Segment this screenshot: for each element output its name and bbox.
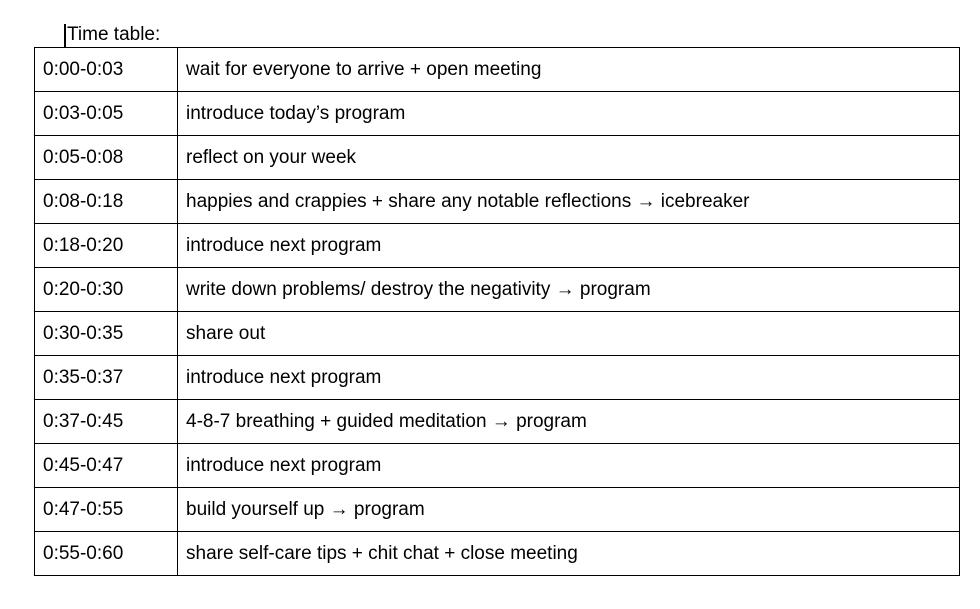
time-cell[interactable]: 0:18-0:20 — [35, 224, 178, 268]
time-table-body — [35, 48, 960, 576]
document-title[interactable] — [64, 23, 160, 47]
document-title-text[interactable]: Time table: — [67, 24, 161, 45]
text-cursor — [64, 24, 66, 47]
table-row — [35, 488, 960, 532]
table-row — [35, 532, 960, 576]
table-row — [35, 312, 960, 356]
time-cell[interactable]: 0:45-0:47 — [35, 444, 178, 488]
time-cell[interactable]: 0:03-0:05 — [35, 92, 178, 136]
time-table — [34, 47, 960, 576]
activity-cell[interactable]: share out — [178, 312, 960, 356]
time-cell[interactable]: 0:08-0:18 — [35, 180, 178, 224]
activity-cell[interactable]: happies and crappies + share any notable reflections → icebreaker — [178, 180, 960, 224]
time-cell[interactable]: 0:00-0:03 — [35, 48, 178, 92]
activity-cell[interactable]: introduce next program — [178, 444, 960, 488]
table-row — [35, 48, 960, 92]
table-row — [35, 400, 960, 444]
table-row — [35, 136, 960, 180]
activity-cell[interactable]: reflect on your week — [178, 136, 960, 180]
activity-cell[interactable]: 4-8-7 breathing + guided meditation → program — [178, 400, 960, 444]
time-cell[interactable]: 0:55-0:60 — [35, 532, 178, 576]
activity-cell[interactable]: write down problems/ destroy the negativity → program — [178, 268, 960, 312]
time-cell[interactable]: 0:30-0:35 — [35, 312, 178, 356]
table-row — [35, 224, 960, 268]
activity-cell[interactable]: introduce next program — [178, 356, 960, 400]
time-cell[interactable]: 0:20-0:30 — [35, 268, 178, 312]
activity-cell[interactable]: wait for everyone to arrive + open meeting — [178, 48, 960, 92]
activity-cell[interactable]: build yourself up → program — [178, 488, 960, 532]
activity-cell[interactable]: introduce next program — [178, 224, 960, 268]
activity-cell[interactable]: introduce today’s program — [178, 92, 960, 136]
table-row — [35, 268, 960, 312]
time-cell[interactable]: 0:05-0:08 — [35, 136, 178, 180]
table-row — [35, 356, 960, 400]
table-row — [35, 180, 960, 224]
activity-cell[interactable]: share self-care tips + chit chat + close meeting — [178, 532, 960, 576]
time-cell[interactable]: 0:35-0:37 — [35, 356, 178, 400]
time-cell[interactable]: 0:37-0:45 — [35, 400, 178, 444]
time-cell[interactable]: 0:47-0:55 — [35, 488, 178, 532]
table-row — [35, 92, 960, 136]
table-row — [35, 444, 960, 488]
